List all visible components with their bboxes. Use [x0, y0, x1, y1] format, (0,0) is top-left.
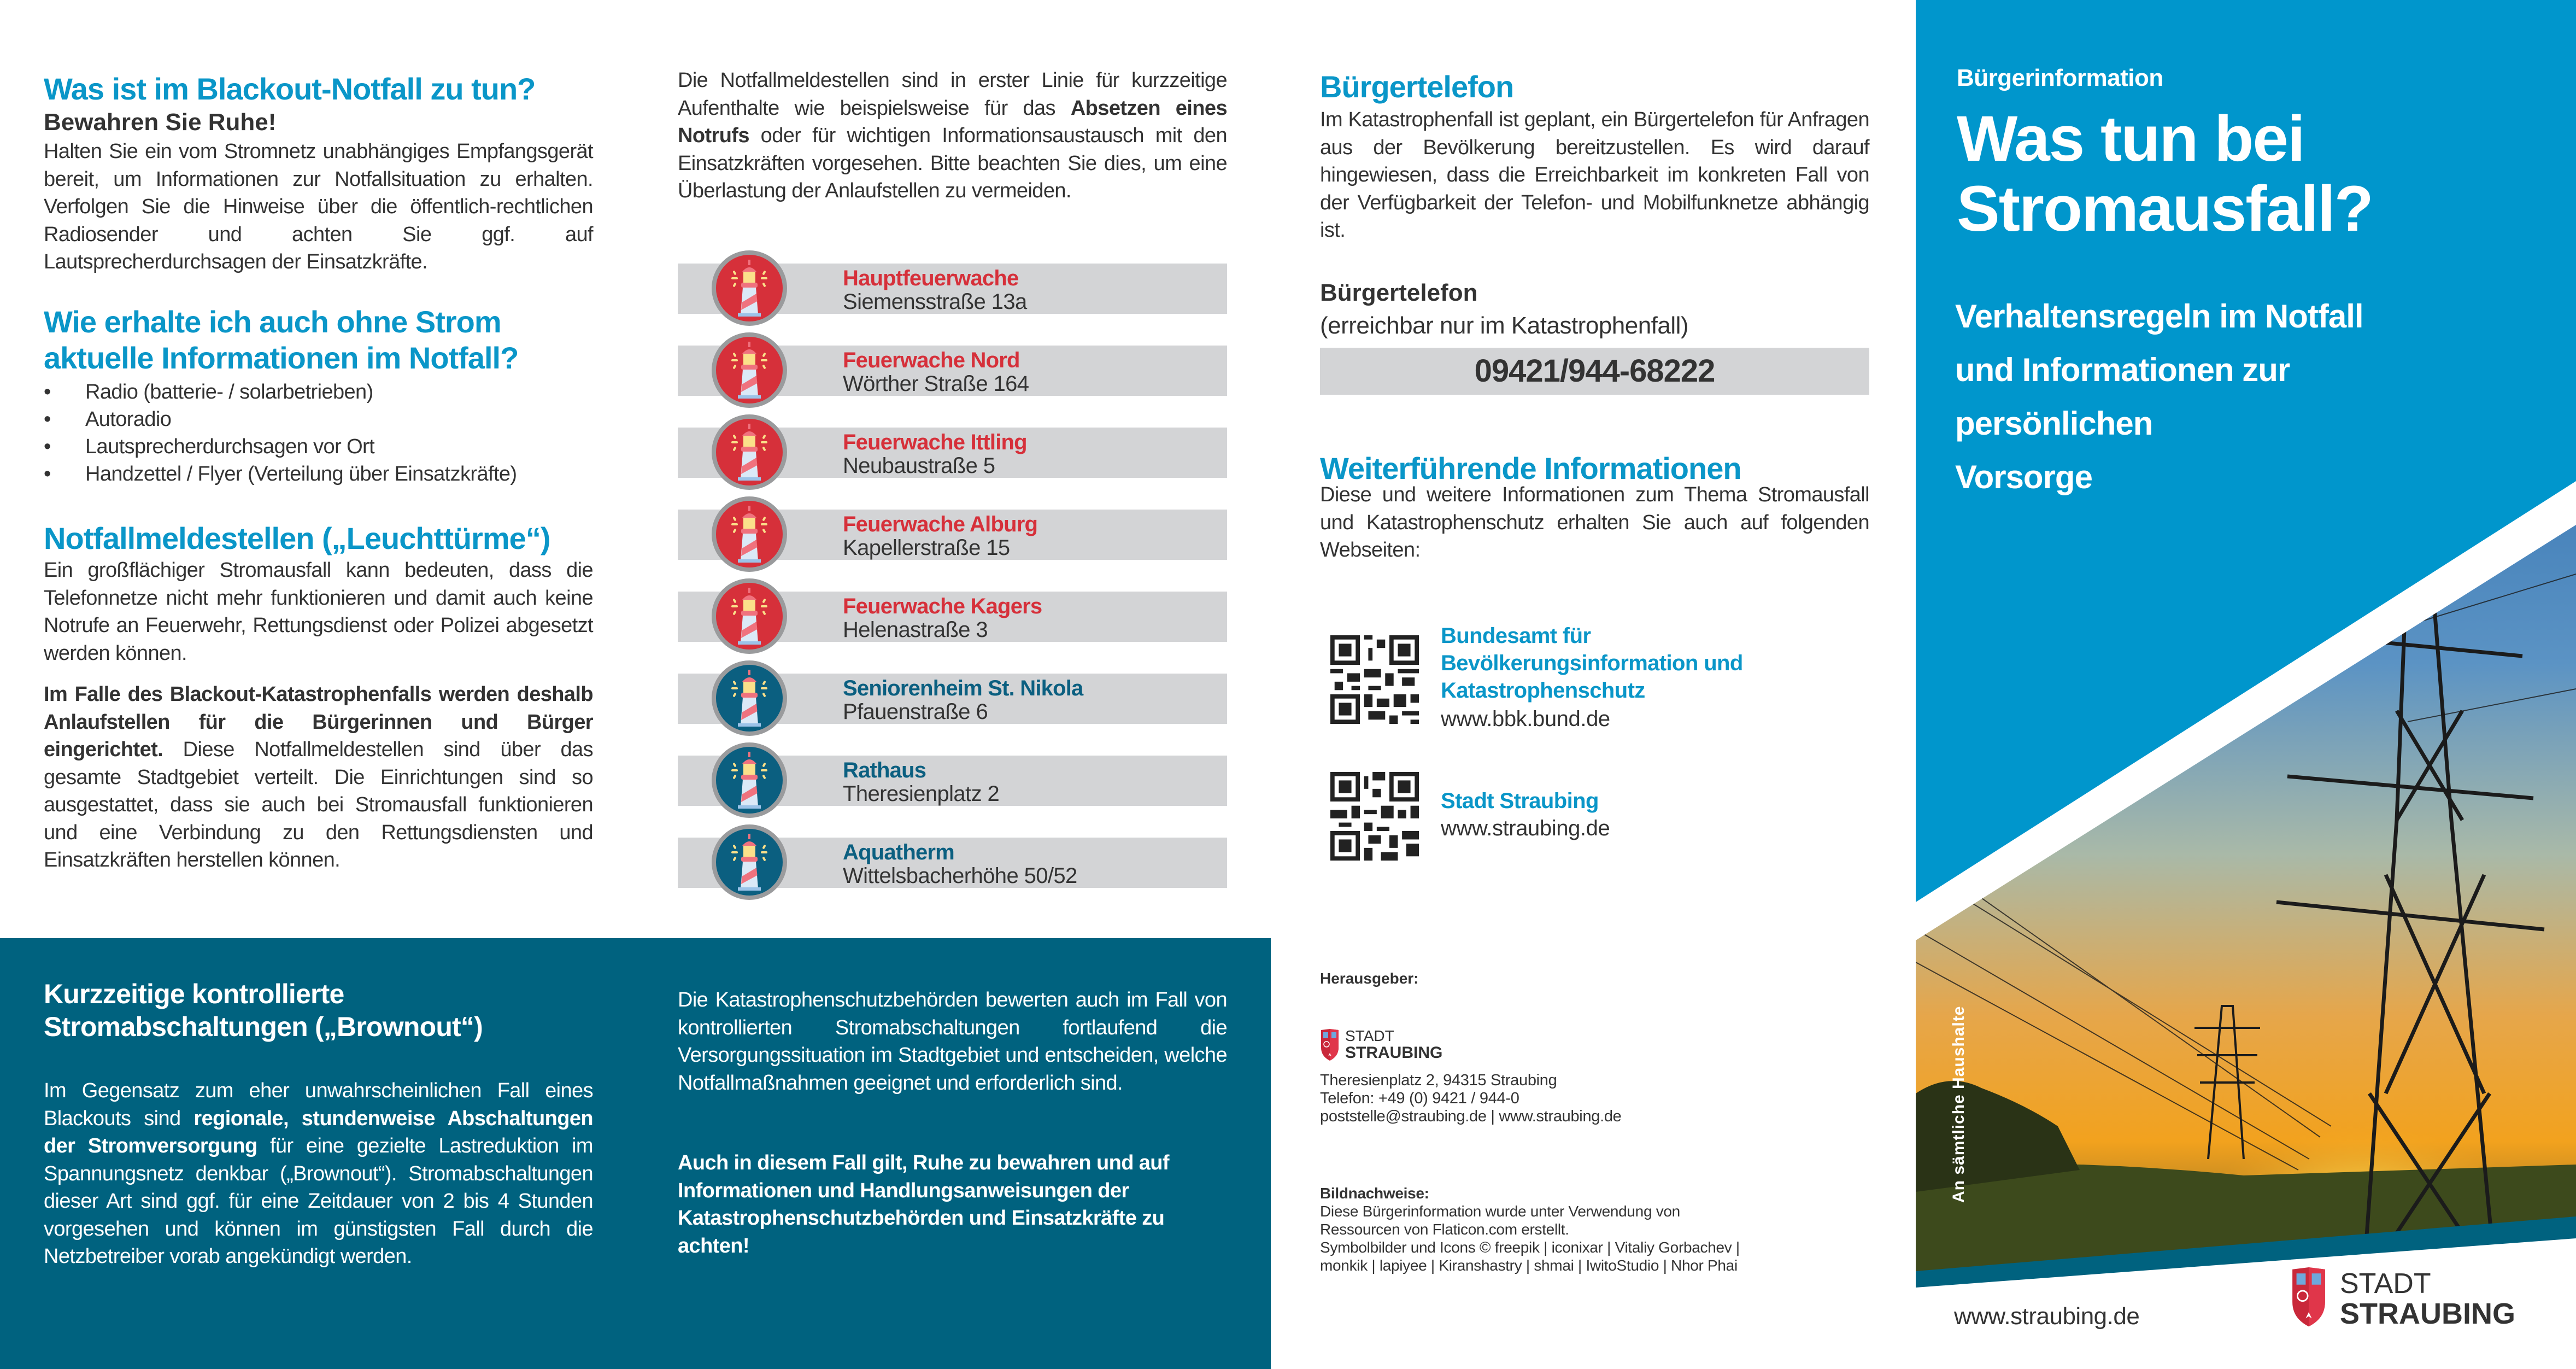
text: Bundesamt für	[1441, 624, 1591, 648]
text: Katastrophenschutz	[1441, 678, 1645, 703]
link-title-straubing[interactable]: Stadt Straubing	[1441, 789, 1599, 813]
station-address: Siemensstraße 13a	[843, 290, 1027, 314]
station-name: Aquatherm	[843, 840, 954, 864]
lighthouse-icon	[730, 834, 768, 891]
lighthouse-icon	[730, 260, 768, 317]
credits-text: Ressourcen von Flaticon.com erstellt.	[1320, 1221, 1569, 1238]
list-item: • Autoradio	[44, 406, 593, 433]
heading-line: Stromabschaltungen („Brownout“)	[44, 1011, 483, 1042]
station-badge	[712, 496, 787, 572]
image-credits	[1320, 1184, 1740, 1274]
subtitle-line: und Informationen zur	[1955, 352, 2290, 388]
station-address: Wittelsbacherhöhe 50/52	[843, 864, 1077, 888]
title-line: Stromausfall?	[1957, 173, 2373, 245]
qr-code-icon[interactable]	[1330, 772, 1419, 861]
station-badge	[712, 824, 787, 900]
text: Die Notfallmeldestellen sind in erster Linie für kurzzeitige Aufenthalte wie beispielsweise für das	[678, 69, 1227, 120]
paragraph-receiver: Halten Sie ein vom Stromnetz unabhängiges Empfangsgerät bereit, um Informationen zur Notfallsituation zu erhalten. Verfolgen Sie die Hinweise über die öffentlich-rechtlichen Radiosender und achten Sie ggf. auf Lautsprecherdurchsagen der Einsatzkräfte.	[44, 140, 593, 273]
phone-note: (erreichbar nur im Katastrophenfall)	[1320, 312, 1689, 339]
list-item: • Radio (batterie- / solarbetrieben)	[44, 378, 593, 406]
cover-subtitle	[1955, 290, 2363, 504]
logo-stadt: STADT	[2340, 1268, 2431, 1300]
text: Bevölkerungsinformation und	[1441, 651, 1743, 675]
bold-text: Im Falle des Blackout-Katastrophenfalls werden deshalb Anlaufstellen für die Bürgerinnen und Bürger eingerichtet.	[44, 683, 593, 761]
text: für eine gezielte Lastreduktion im Spannungsnetz denkbar („Brownout“). Stromabschaltungen dieser Art sind ggf. für eine Zeitdauer von 2 bis 4 Stunden vorgesehen und können im günstigsten Fall durch die Netzbetreiber vorab angekündigt werden.	[44, 1134, 593, 1268]
cover-title	[1957, 104, 2373, 244]
heading-blackout: Was ist im Blackout-Notfall zu tun?	[44, 72, 536, 106]
station-name: Feuerwache Kagers	[843, 594, 1042, 618]
coat-of-arms-icon	[1320, 1029, 1340, 1062]
text: Diese Notfallmeldestellen sind über das gesamte Stadtgebiet verteilt. Die Einrichtungen sind so ausgestattet, dass sie auch bei Stromausfall funktionieren und eine Verbindung zu den Rettungsdiensten und Einsatzkräften herstellen können.	[44, 738, 593, 871]
subtitle-line: persönlichen	[1955, 405, 2153, 442]
heading-citizen-phone: Bürgertelefon	[1320, 69, 1514, 104]
bold-text: regionale, stundenweise Abschaltungen der Stromversorgung	[44, 1107, 593, 1157]
publisher-phone: Telefon: +49 (0) 9421 / 944-0	[1320, 1090, 1519, 1107]
station-item	[678, 838, 1227, 888]
publisher-address: Theresienplatz 2, 94315 Straubing	[1320, 1072, 1557, 1089]
publisher-contact	[1320, 1072, 1622, 1126]
station-item	[678, 346, 1227, 396]
station-name: Rathaus	[843, 758, 926, 782]
station-item	[678, 510, 1227, 560]
station-badge	[712, 578, 787, 654]
station-item	[678, 756, 1227, 806]
qr-code-icon[interactable]	[1330, 635, 1419, 724]
station-address: Neubaustraße 5	[843, 454, 995, 478]
station-badge	[712, 414, 787, 490]
phone-label: Bürgertelefon	[1320, 279, 1478, 306]
station-name: Seniorenheim St. Nikola	[843, 676, 1083, 700]
heading-information-without-power	[44, 304, 518, 376]
station-name: Hauptfeuerwache	[843, 266, 1019, 290]
lighthouse-icon	[730, 424, 768, 481]
cover-url[interactable]: www.straubing.de	[1954, 1303, 2140, 1330]
station-address: Pfauenstraße 6	[843, 700, 988, 724]
subtitle-line: Vorsorge	[1955, 459, 2092, 495]
station-name: Feuerwache Alburg	[843, 512, 1038, 536]
credits-text: Diese Bürgerinformation wurde unter Verwendung von	[1320, 1203, 1680, 1220]
subheading-keep-calm: Bewahren Sie Ruhe!	[44, 109, 277, 136]
paragraph-contact-points	[44, 681, 593, 874]
station-badge	[712, 660, 787, 736]
vertical-note: An sämtliche Haushalte	[1950, 1005, 1968, 1203]
station-address: Helenastraße 3	[843, 618, 988, 642]
heading-lighthouses: Notfallmeldestellen („Leuchttürme“)	[44, 521, 550, 555]
publisher-logo	[1320, 1029, 1495, 1063]
link-url-straubing[interactable]: www.straubing.de	[1441, 816, 1610, 840]
lighthouse-icon	[730, 752, 768, 809]
station-item	[678, 674, 1227, 724]
credits-text: Symbolbilder und Icons © freepik | iconixar | Vitaliy Gorbachev |	[1320, 1239, 1740, 1256]
heading-line: Wie erhalte ich auch ohne Strom	[44, 305, 501, 339]
station-item	[678, 264, 1227, 314]
link-title-bbk[interactable]	[1441, 622, 1743, 704]
paragraph-brownout	[44, 1077, 593, 1271]
brownout-band	[0, 938, 1271, 1369]
station-name: Feuerwache Nord	[843, 348, 1020, 372]
subtitle-line: Verhaltensregeln im Notfall	[1955, 298, 2363, 335]
list-item: • Handzettel / Flyer (Verteilung über Einsatzkräfte)	[44, 460, 593, 488]
heading-further-info: Weiterführende Informationen	[1320, 451, 1741, 485]
link-url-bbk[interactable]: www.bbk.bund.de	[1441, 707, 1610, 731]
cover-label: Bürgerinformation	[1957, 65, 2163, 91]
text: oder für wichtigen Informationsaustausch mit den Einsatzkräften vorgesehen. Bitte beachten Sie dies, um eine Überlastung der Anlaufstellen zu vermeiden.	[678, 124, 1227, 202]
station-address: Kapellerstraße 15	[843, 536, 1010, 560]
paragraph-stations-intro	[678, 67, 1227, 205]
station-address: Wörther Straße 164	[843, 372, 1029, 396]
coat-of-arms-icon	[2287, 1267, 2330, 1329]
heading-line: aktuelle Informationen im Notfall?	[44, 341, 519, 375]
heading-brownout	[44, 978, 483, 1043]
paragraph-citizen-phone: Im Katastrophenfall ist geplant, ein Bürgertelefon für Anfragen aus der Bevölkerung bereitzustellen. Es wird darauf hingewiesen, dass die Erreichbarkeit im konkreten Fall von der Verfügbarkeit der Telefon- und Mobilfunknetze abhängig ist.	[1320, 108, 1869, 242]
phone-number[interactable]: 09421/944-68222	[1320, 348, 1869, 395]
station-badge	[712, 742, 787, 818]
publisher-email-web[interactable]: poststelle@straubing.de | www.straubing.de	[1320, 1108, 1622, 1125]
station-item	[678, 592, 1227, 642]
paragraph-phone-networks: Ein großflächiger Stromausfall kann bedeuten, dass die Telefonnetze nicht mehr funktionieren und damit auch keine Notrufe an Feuerwehr, Rettungsdienst oder Polizei abgesetzt werden können.	[44, 559, 593, 665]
info-sources-list	[44, 378, 593, 488]
title-line: Was tun bei	[1957, 103, 2304, 175]
bold-text: Absetzen eines Notrufs	[678, 96, 1227, 147]
logo-stadt: STADT	[1345, 1027, 1394, 1044]
station-name: Feuerwache Ittling	[843, 430, 1027, 454]
heading-line: Kurzzeitige kontrollierte	[44, 979, 344, 1009]
station-address: Theresienplatz 2	[843, 782, 1000, 806]
lighthouse-icon	[730, 342, 768, 399]
list-item: • Lautsprecherdurchsagen vor Ort	[44, 433, 593, 460]
paragraph-authorities: Die Katastrophenschutzbehörden bewerten auch im Fall von kontrollierten Stromabschaltungen fortlaufend die Versorgungssituation im Stadtgebiet und entscheiden, welche Notfallmaßnahmen geeignet und erforderlich sind.	[678, 988, 1227, 1095]
cover-logo	[2287, 1267, 2539, 1333]
station-badge	[712, 250, 787, 326]
lighthouse-icon	[730, 588, 768, 645]
station-item	[678, 428, 1227, 478]
cover-panel	[1916, 0, 2576, 1369]
station-badge	[712, 332, 787, 408]
lighthouse-icon	[730, 506, 768, 563]
credits-label: Bildnachweise:	[1320, 1185, 1429, 1202]
paragraph-stay-calm: Auch in diesem Fall gilt, Ruhe zu bewahren und auf Informationen und Handlungsanweisungen der Katastrophenschutzbehörden und Einsatzkräfte zu achten!	[678, 1151, 1169, 1257]
credits-text: monkik | lapiyee | Kiranshastry | shmai | IwitoStudio | Nhor Phai	[1320, 1257, 1738, 1274]
publisher-label: Herausgeber:	[1320, 970, 1419, 987]
logo-straubing: STRAUBING	[1345, 1044, 1443, 1062]
paragraph-further-info: Diese und weitere Informationen zum Thema Stromausfall und Katastrophenschutz erhalten Sie auch auf folgenden Webseiten:	[1320, 483, 1869, 561]
text: Im Gegensatz zum eher unwahrscheinlichen Fall eines Blackouts sind	[44, 1079, 593, 1130]
lighthouse-icon	[730, 670, 768, 727]
logo-straubing: STRAUBING	[2340, 1297, 2515, 1330]
